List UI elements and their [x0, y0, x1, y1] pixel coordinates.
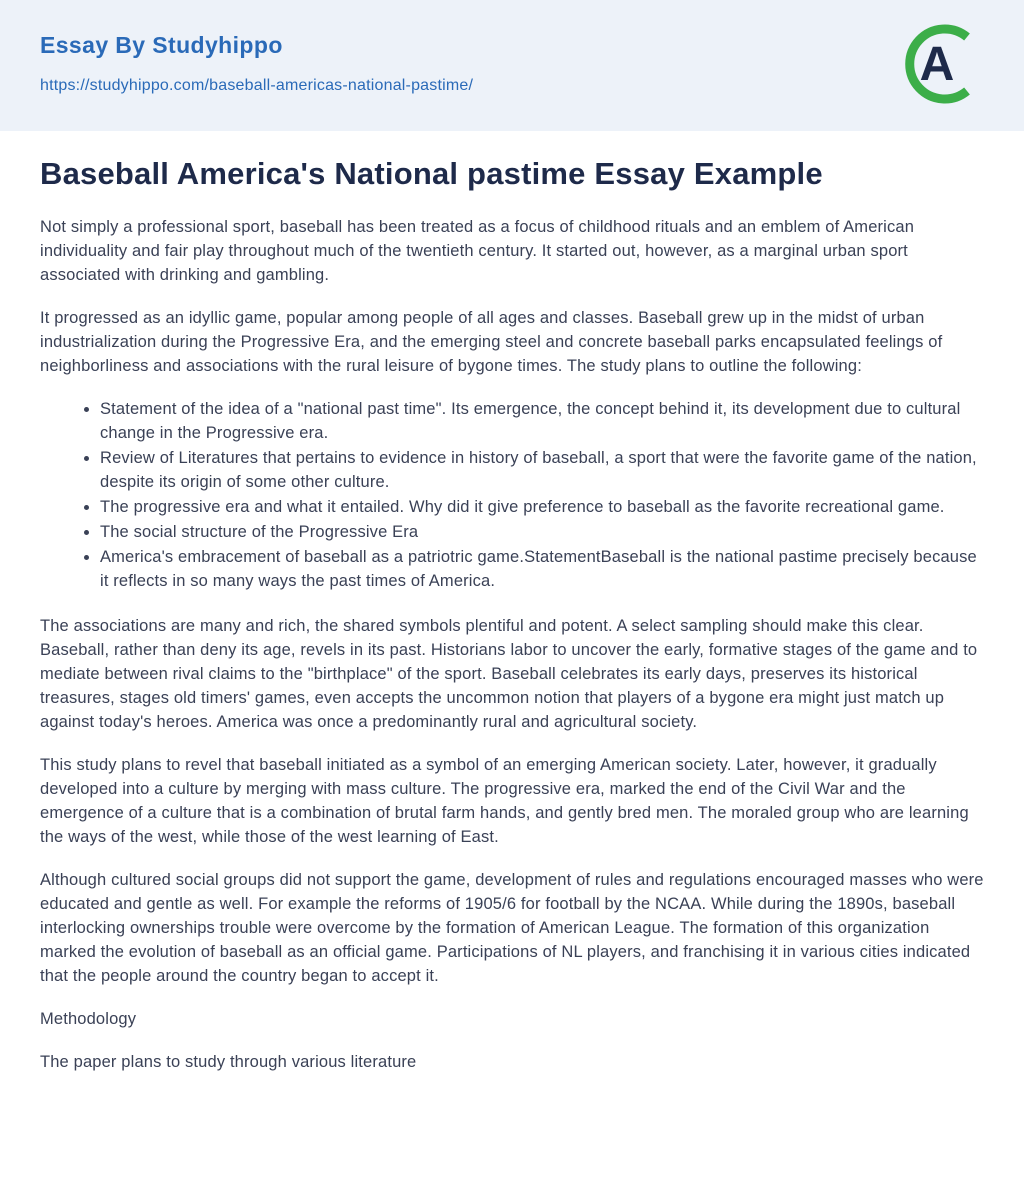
bullet-list	[40, 397, 984, 593]
site-title: Essay By Studyhippo	[40, 32, 283, 58]
paragraph-body-3: Although cultured social groups did not support the game, development of rules and regulations encouraged masses who were educated and gentle as well. For example the reforms of 1905/6 for football by the NCAA. While during the 1890s, baseball interlocking ownerships trouble were overcome by the formation of American League. The formation of this organization marked the evolution of baseball as an official game. Participations of NL players, and franchising it in various cities indicated that the people around the country began to accept it.	[40, 871, 984, 985]
page-header	[0, 0, 1024, 131]
list-item-2: • Review of Literatures that pertains to evidence in history of baseball, a sport that were the favorite game of the nation, despite its origin of some other culture.	[100, 446, 984, 494]
list-item-3: • The progressive era and what it entailed. Why did it give preference to baseball as the favorite recreational game.	[100, 495, 984, 519]
paragraph-closing: The paper plans to study through various literature	[40, 1053, 417, 1071]
list-item-1: • Statement of the idea of a "national past time". Its emergence, the concept behind it, its development due to cultural change in the Progressive era.	[100, 397, 984, 445]
paragraph-body-2: This study plans to revel that baseball initiated as a symbol of an emerging American society. Later, however, it gradually developed into a culture by merging with mass culture. The progressive era, marked the end of the Civil War and the emergence of a culture that is a combination of brutal farm hands, and gently bred men. The moraled group who are learning the ways of the west, while those of the west learning of East.	[40, 756, 969, 846]
article	[0, 131, 1024, 1133]
paragraph-intro-1: Not simply a professional sport, baseball has been treated as a focus of childhood rituals and an emblem of American individuality and fair play throughout much of the twentieth century. It started out, however, as a marginal urban sport associated with drinking and gambling.	[40, 218, 915, 284]
article-title: Baseball America's National pastime Essay Example	[40, 156, 823, 191]
studyhippo-logo	[904, 24, 984, 104]
header-text-block	[40, 24, 473, 95]
logo-circle-icon	[904, 24, 984, 104]
paragraph-intro-2: It progressed as an idyllic game, popular among people of all ages and classes. Baseball grew up in the midst of urban industrialization during the Progressive Era, and the emerging steel and concrete baseball parks encapsulated feelings of neighborliness and associations with the rural leisure of bygone times. The study plans to outline the following:	[40, 309, 943, 375]
page-url-link[interactable]: https://studyhippo.com/baseball-americas-national-pastime/	[40, 77, 474, 94]
paragraph-body-1: The associations are many and rich, the shared symbols plentiful and potent. A select sampling should make this clear. Baseball, rather than deny its age, revels in its past. Historians labor to uncover the early, formative stages of the game and to mediate between rival claims to the "birthplace" of the sport. Baseball celebrates its early days, preserves its historical treasures, stages old timers' games, even accepts the uncommon notion that players of a bygone era might just match up against today's heroes. America was once a predominantly rural and agricultural society.	[40, 617, 978, 731]
list-item-4: • The social structure of the Progressive Era	[100, 520, 984, 544]
logo-letter: A	[919, 38, 955, 91]
paragraph-methodology-heading: Methodology	[40, 1010, 137, 1028]
list-item-5: • America's embracement of baseball as a patriotric game.StatementBaseball is the national pastime precisely because it reflects in so many ways the past times of America.	[100, 545, 984, 593]
